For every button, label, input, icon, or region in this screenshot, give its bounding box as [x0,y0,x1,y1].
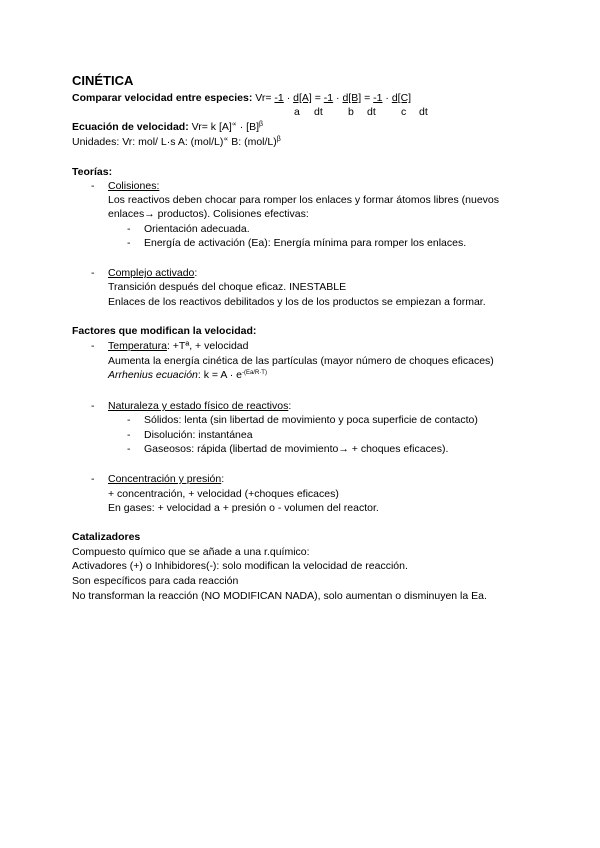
teorias-heading: Teorías: [72,166,113,178]
compare-eq2: = [364,92,371,104]
compare-v-eq: Vr= [255,92,272,104]
colisiones-sub1: Orientación adecuada. [144,223,250,235]
catalizadores-line2: Activadores (+) o Inhibidores(-): solo modifican la velocidad de reacción. [72,560,408,572]
compare-velocity-line [72,92,411,105]
colisiones-sub1-dash: - [127,223,131,235]
concentracion-colon: : [221,473,225,485]
concentracion-line2: En gases: + velocidad a + presión o - volumen del reactor. [108,502,379,514]
naturaleza-sub2: Disolución: instantánea [144,429,253,441]
complejo-line2: Enlaces de los reactivos debilitados y los de los productos se empiezan a formar. [108,296,486,308]
compare-n3: -1 [373,92,383,104]
den-c: c [401,106,407,118]
concentracion-line1: + concentración, + velocidad (+choques eficaces) [108,488,339,500]
naturaleza-sub2-dash: - [127,429,131,441]
concentracion-dash: - [91,473,95,485]
temperatura-rest: : +Tª, + velocidad [166,340,249,352]
den-dt1: dt [314,106,323,118]
compare-dot2: · [336,92,340,104]
arrhenius-line [108,369,267,382]
compare-n2: -1 [323,92,334,104]
naturaleza-title: Naturaleza y estado físico de reactivos [108,400,289,412]
complejo-dash: - [91,267,95,279]
colisiones-line2: enlaces→ productos). Colisiones efectivas: [108,208,309,220]
colisiones-dash: - [91,180,95,192]
rate-equation-line [72,121,263,134]
temperatura-title-line [108,340,248,353]
naturaleza-sub1-dash: - [127,414,131,426]
concentracion-title-line [108,473,224,486]
den-dt2: dt [367,106,376,118]
units-line [72,136,281,149]
den-a: a [294,106,300,118]
temperatura-line1: Aumenta la energía cinética de las partículas (mayor número de choques eficaces) [108,355,494,367]
compare-n1: -1 [274,92,284,104]
units-text-a: Unidades: Vr: mol/ L·s A: (mol/L) [72,136,224,148]
colisiones-line1: Los reactivos deben chocar para romper los enlaces y formar átomos libres (nuevos [108,194,500,206]
arrhenius-expr: : k = A · e [197,369,242,381]
complejo-title: Complejo activado [108,267,195,279]
temperatura-title: Temperatura [108,340,167,352]
compare-dot1: · [286,92,291,104]
rate-eq-sup-b: β [259,121,264,128]
naturaleza-sub3-dash: - [127,443,131,455]
concentracion-title: Concentración y presión [108,473,222,485]
page-title: CINÉTICA [72,73,134,88]
colisiones-sub2-dash: - [127,237,131,249]
rate-eq-label: Ecuación de velocidad: [72,121,189,133]
arrhenius-sup: -(Ea/R·T) [241,370,267,376]
catalizadores-heading: Catalizadores [72,531,141,543]
catalizadores-line3: Son específicos para cada reacción [72,575,239,587]
colisiones-title: Colisiones: [108,180,160,192]
rate-eq-expr-a: Vr= k [A] [191,121,232,133]
rate-eq-expr-b: · [B] [239,121,259,133]
compare-eq1: = [314,92,321,104]
units-text-b: B: (mol/L) [231,136,277,148]
arrhenius-label: Arrhenius ecuación [108,369,198,381]
catalizadores-line1: Compuesto químico que se añade a una r.químico: [72,546,310,558]
complejo-line1: Transición después del choque eficaz. INESTABLE [108,281,347,293]
den-b: b [348,106,354,118]
factores-heading: Factores que modifican la velocidad: [72,325,257,337]
naturaleza-sub1: Sólidos: lenta (sin libertad de movimiento y poca superficie de contacto) [144,414,478,426]
complejo-colon: : [194,267,198,279]
catalizadores-line4: No transforman la reacción (NO MODIFICAN NADA), solo aumentan o disminuyen la Ea. [72,590,487,602]
compare-label: Comparar velocidad entre especies: [72,92,253,104]
compare-dA: d[A] [293,92,312,104]
temperatura-dash: - [91,340,95,352]
naturaleza-dash: - [91,400,95,412]
naturaleza-sub3: Gaseosos: rápida (libertad de movimiento→ + choques eficaces). [144,443,449,455]
naturaleza-title-line [108,400,291,413]
units-sup-b: β [276,136,281,143]
compare-dB: d[B] [342,92,362,104]
colisiones-sub2: Energía de activación (Ea): Energía mínima para romper los enlaces. [144,237,467,249]
complejo-title-line [108,267,197,280]
rate-eq-sup-a: ∝ [231,121,237,128]
compare-dC: d[C] [391,92,412,104]
units-sup-a: ∝ [223,136,229,143]
naturaleza-colon: : [288,400,292,412]
den-dt3: dt [419,106,428,118]
compare-dot3: · [385,92,389,104]
